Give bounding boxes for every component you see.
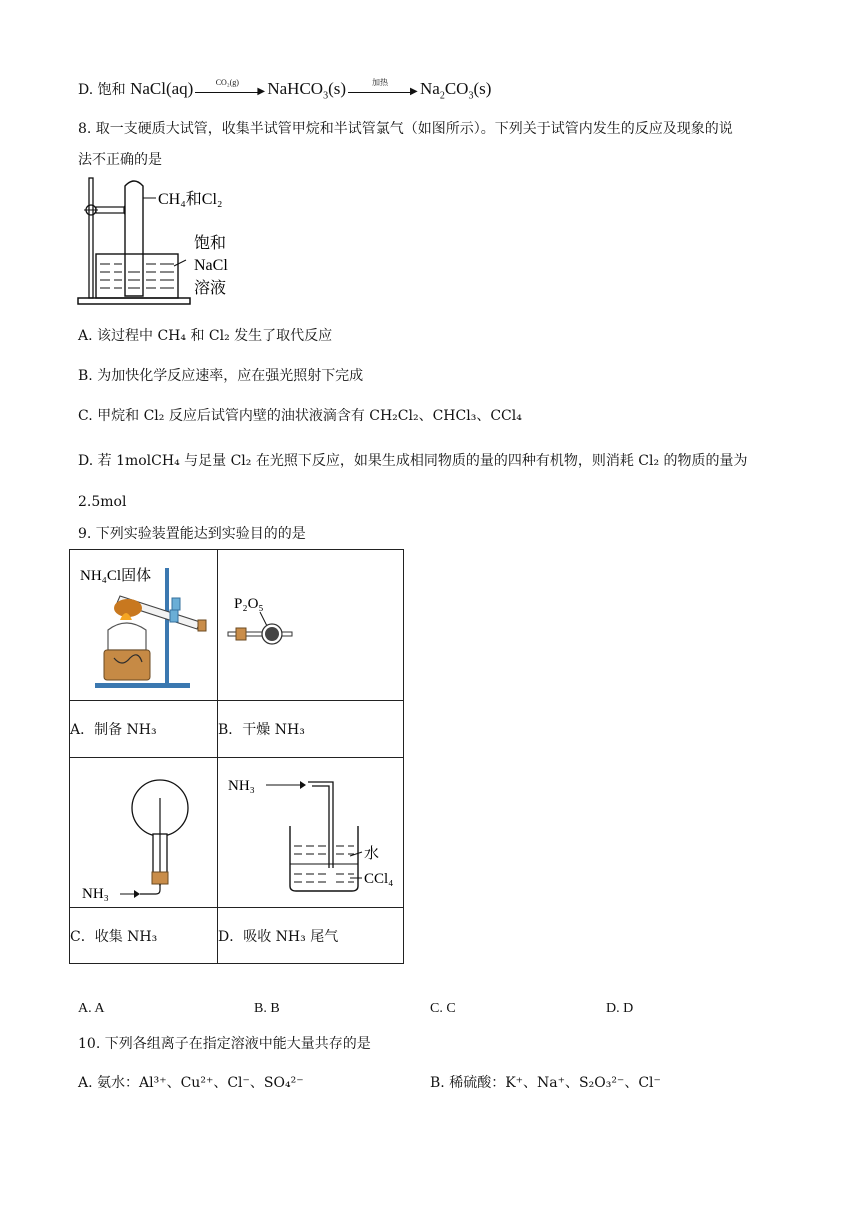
- reaction-arrow-1: CO₂(g) ▶: [195, 83, 265, 97]
- q9-figure-c-cell: [70, 758, 218, 908]
- drying-tube-figure: [218, 550, 403, 696]
- q7d-na: Na: [420, 79, 440, 98]
- nh4cl-label: NH₄Cl固体: [80, 568, 152, 584]
- q10-option-a: A. 氨水：Al³⁺、Cu²⁺、Cl⁻、SO₄²⁻: [78, 1075, 304, 1091]
- q9-figure-a-cell: [70, 550, 218, 701]
- q9-figure-d-cell: [218, 758, 404, 908]
- ammonium-chloride-heating-figure: [70, 550, 215, 696]
- q9-caption-c: C．收集 NH₃: [70, 908, 218, 964]
- q9-caption-b: B．干燥 NH₃: [218, 701, 404, 758]
- q7d-s2: (s): [473, 79, 492, 98]
- flask-collection-figure: [70, 758, 215, 903]
- water-label: 水: [364, 844, 380, 862]
- q7d-na2co3: [420, 79, 492, 102]
- q8-option-a: A. 该过程中 CH₄ 和 Cl₂ 发生了取代反应: [78, 328, 333, 344]
- solution-label-1: 饱和: [194, 233, 227, 252]
- q7-option-d: [78, 79, 491, 106]
- q7d-sub3b: 3: [468, 90, 474, 102]
- q8-stem-line2: 法不正确的是: [78, 152, 162, 168]
- nh3-label-c: NH₃: [82, 886, 109, 902]
- methane-chlorine-apparatus: [76, 176, 266, 311]
- q7d-sub3: 3: [323, 90, 329, 102]
- nh3-label-d: NH₃: [228, 778, 255, 794]
- q7d-prefix: D. 饱和: [78, 82, 131, 98]
- reaction-arrow-2: 加热 ▶: [348, 83, 418, 97]
- q10-option-b: B. 稀硫酸：K⁺、Na⁺、S₂O₃²⁻、Cl⁻: [430, 1075, 661, 1091]
- q7d-nacl: NaCl: [130, 79, 166, 98]
- q7d-aq: (aq): [165, 79, 194, 98]
- solution-label-2: NaCl: [194, 257, 228, 274]
- q8-option-b: B. 为加快化学反应速率，应在强光照射下完成: [78, 368, 364, 384]
- answer-b: B. B: [254, 1001, 280, 1016]
- ccl4-label: CCl₄: [364, 871, 394, 887]
- solution-label-3: 溶液: [194, 278, 227, 297]
- q7d-s1: (s): [328, 79, 347, 98]
- q7d-co: CO: [444, 79, 469, 98]
- q7d-nahco3: [267, 79, 347, 102]
- absorption-beaker-figure: [218, 758, 403, 903]
- q10-stem: 10. 下列各组离子在指定溶液中能大量共存的是: [78, 1036, 371, 1052]
- q8-stem-line1: 8. 取一支硬质大试管，收集半试管甲烷和半试管氯气（如图所示）。下列关于试管内发生的反应及现象的说: [78, 121, 733, 137]
- p2o5-label: P₂O₅: [234, 596, 264, 612]
- q8-option-d-line2: 2.5mol: [78, 494, 127, 510]
- q8-option-c: C. 甲烷和 Cl₂ 反应后试管内壁的油状液滴含有 CH₂Cl₂、CHCl₃、CCl₄: [78, 408, 522, 424]
- answer-c: C. C: [430, 1001, 456, 1016]
- q9-stem: 9. 下列实验装置能达到实验目的的是: [78, 526, 306, 542]
- q7d-nahco-text: NaHCO: [267, 79, 324, 98]
- q8-option-d-line1: D. 若 1molCH₄ 与足量 Cl₂ 在光照下反应，如果生成相同物质的量的四种有机物，则消耗 Cl₂ 的物质的量为: [78, 453, 748, 469]
- arrow-condition-1: CO₂(g): [215, 78, 239, 87]
- arrow-condition-2: 加热: [372, 78, 389, 87]
- gas-label: CH₄和Cl₂: [158, 191, 223, 208]
- answer-d: D. D: [606, 1001, 634, 1016]
- q7d-sub2: 2: [439, 90, 445, 102]
- q9-caption-d: D．吸收 NH₃ 尾气: [218, 908, 404, 964]
- q9-caption-a: A．制备 NH₃: [70, 701, 218, 758]
- q9-options-table: [69, 549, 404, 964]
- answer-a: A. A: [78, 1001, 105, 1016]
- q9-figure-b-cell: [218, 550, 404, 701]
